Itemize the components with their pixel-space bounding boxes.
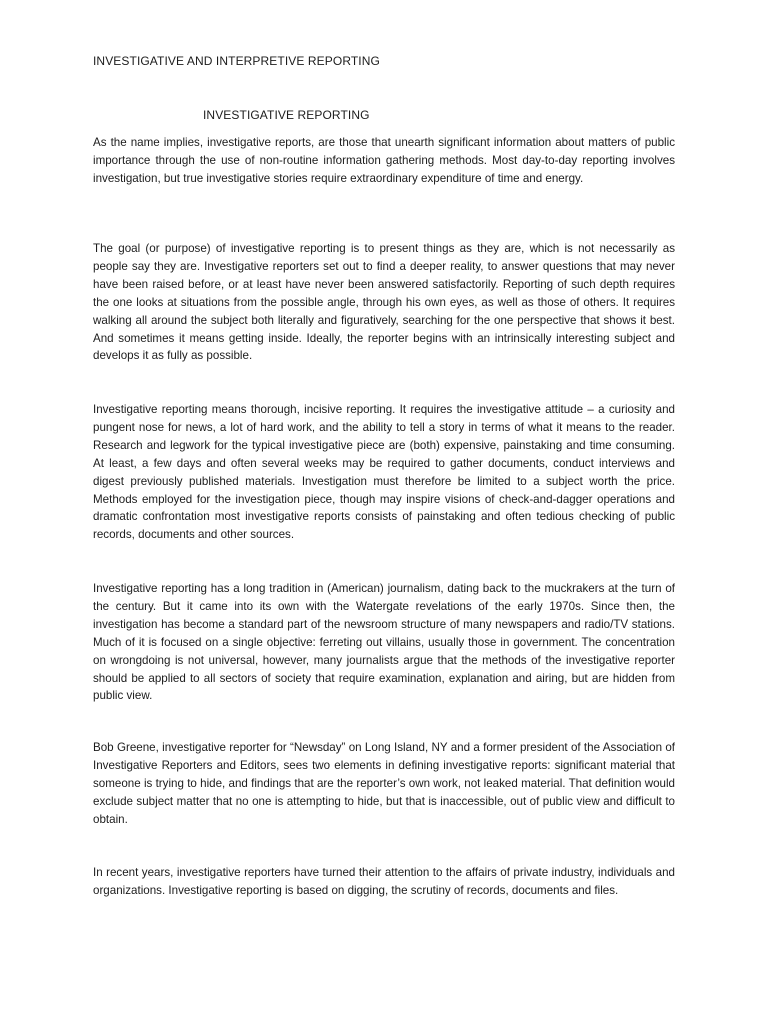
document-title: INVESTIGATIVE AND INTERPRETIVE REPORTING	[93, 54, 380, 68]
paragraph-4: Investigative reporting has a long tradition in (American) journalism, dating back to the muckrakers at the turn of the century. But it came into its own with the Watergate revelations of the early 1970s. Since then, the investigation has become a standard part of the newsroom structure of many newspapers and radio/TV stations. Much of it is focused on a single objective: ferreting out villains, usually those in government. The concentration on wrongdoing is not universal, however, many journalists argue that the methods of the investigative reporter should be applied to all sectors of society that require examination, explanation and airing, but are hidden from public view.	[93, 582, 675, 703]
paragraph-1: As the name implies, investigative reports, are those that unearth significant information about matters of public importance through the use of non-routine information gathering methods. Most day-to-day reporting involves investigation, but true investigative stories require extraordinary expenditure of time and energy.	[93, 136, 675, 185]
paragraph-3: Investigative reporting means thorough, incisive reporting. It requires the investigative attitude – a curiosity and pungent nose for news, a lot of hard work, and the ability to tell a story in terms of what it means to the reader. Research and legwork for the typical investigative piece are (both) expensive, painstaking and time consuming. At least, a few days and often several weeks may be required to gather documents, conduct interviews and digest previously published materials. Investigation must therefore be limited to a subject worth the price. Methods employed for the investigation piece, though may inspire visions of check-and-dagger operations and dramatic confrontation most investigative reports consists of painstaking and often tedious checking of public records, documents and other sources.	[93, 403, 675, 542]
paragraph-6: In recent years, investigative reporters have turned their attention to the affairs of private industry, individuals and organizations. Investigative reporting is based on digging, the scrutiny of records, documents and files.	[93, 866, 675, 897]
paragraph-5: Bob Greene, investigative reporter for “Newsday” on Long Island, NY and a former president of the Association of Investigative Reporters and Editors, sees two elements in defining investigative reports: significant material that someone is trying to hide, and findings that are the reporter’s own work, not leaked material. That definition would exclude subject matter that no one is attempting to hide, but that is inaccessible, out of public view and difficult to obtain.	[93, 741, 675, 826]
section-heading: INVESTIGATIVE REPORTING	[203, 108, 370, 122]
paragraph-2: The goal (or purpose) of investigative reporting is to present things as they are, which is not necessarily as people say they are. Investigative reporters set out to find a deeper reality, to answer questions that may never have been raised before, or at least have never been answered satisfactorily. Reporting of such depth requires the one looks at situations from the possible angle, through his own eyes, as well as those of others. It requires walking all around the subject both literally and figuratively, searching for the one perspective that shows it best. And sometimes it means getting inside. Ideally, the reporter begins with an intrinsically interesting subject and develops it as fully as possible.	[93, 242, 675, 363]
